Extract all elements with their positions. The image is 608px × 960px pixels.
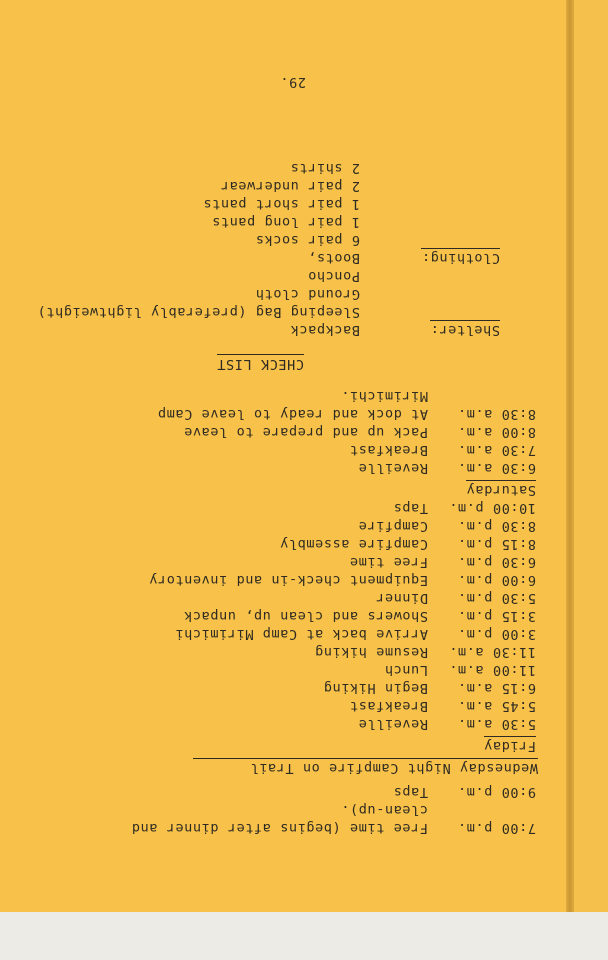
schedule-activity: Campfire	[358, 518, 428, 534]
schedule-activity: Free time (begins after dinner and	[131, 820, 428, 836]
schedule-activity: Begin Hiking	[323, 680, 428, 696]
clothing-item: 1 pair short pants	[202, 196, 360, 212]
schedule-time: 8:30 p.m.	[457, 518, 536, 534]
clothing-item: 1 pair long pants	[211, 214, 360, 230]
adjacent-page-edge	[572, 0, 608, 912]
schedule-activity: At dock and ready to leave Camp	[157, 406, 428, 422]
schedule-time: 9:00 p.m.	[457, 784, 536, 800]
wednesday-night-heading: Wednesday Night Campfire on Trail	[249, 760, 538, 776]
schedule-activity: Arrive back at Camp Mirimichi	[174, 626, 428, 642]
shelter-item: Sleeping Bag (preferably lightweight)	[37, 304, 360, 320]
schedule-time: 6:00 p.m.	[457, 572, 536, 588]
schedule-activity: Pack up and prepare to leave	[183, 424, 428, 440]
schedule-activity: Breakfast	[349, 698, 428, 714]
schedule-activity: Reveille	[358, 460, 428, 476]
schedule-time: 6:30 a.m.	[457, 460, 536, 476]
heading-rule	[193, 758, 538, 759]
schedule-activity: Campfire assembly	[279, 536, 428, 552]
schedule-time: 5:45 a.m.	[457, 698, 536, 714]
schedule-time: 3:15 p.m.	[457, 608, 536, 624]
clothing-item: Boots,	[307, 250, 360, 266]
schedule-time: 8:00 a.m.	[457, 424, 536, 440]
schedule-time: 5:30 a.m.	[457, 716, 536, 732]
schedule-activity: Breakfast	[349, 442, 428, 458]
friday-heading: Friday	[483, 738, 536, 754]
saturday-heading: Saturday	[466, 482, 536, 498]
clothing-label: Clothing:	[421, 250, 500, 266]
schedule-time: 8:30 a.m.	[457, 406, 536, 422]
schedule-time: 8:15 p.m.	[457, 536, 536, 552]
schedule-activity: Equipment check-in and inventory	[148, 572, 428, 588]
schedule-time: 5:30 p.m.	[457, 590, 536, 606]
schedule-activity: Taps	[393, 784, 428, 800]
schedule-time: 10:00 p.m.	[448, 500, 536, 516]
schedule-activity: Dinner	[375, 590, 428, 606]
schedule-time: 7:00 p.m.	[457, 820, 536, 836]
schedule-time: 6:15 a.m.	[457, 680, 536, 696]
schedule-activity: Lunch	[384, 662, 428, 678]
schedule-activity: clean-up).	[340, 802, 428, 818]
schedule-time: 6:30 p.m.	[457, 554, 536, 570]
clothing-item: 6 pair socks	[255, 232, 360, 248]
shelter-item: Ground cloth	[255, 286, 360, 302]
schedule-time: 11:00 a.m.	[448, 662, 536, 678]
schedule-activity: Showers and clean up, unpack	[183, 608, 428, 624]
schedule-activity: Free time	[349, 554, 428, 570]
shelter-label: Shelter:	[430, 322, 500, 338]
schedule-time: 11:30 a.m.	[448, 644, 536, 660]
clothing-item: 2 pair underwear	[220, 178, 360, 194]
schedule-activity: Taps	[393, 500, 428, 516]
schedule-time: 3:00 p.m.	[457, 626, 536, 642]
schedule-time: 7:30 a.m.	[457, 442, 536, 458]
schedule-activity: Reveille	[358, 716, 428, 732]
clothing-item: 2 shirts	[290, 160, 360, 176]
schedule-activity: Resume hiking	[314, 644, 428, 660]
shelter-item: Poncho	[307, 268, 360, 284]
page-number: 29.	[279, 74, 306, 90]
check-list-heading: CHECK LIST	[216, 356, 304, 372]
shelter-item: Backpack	[290, 322, 360, 338]
schedule-activity: Mirimichi.	[340, 388, 428, 404]
